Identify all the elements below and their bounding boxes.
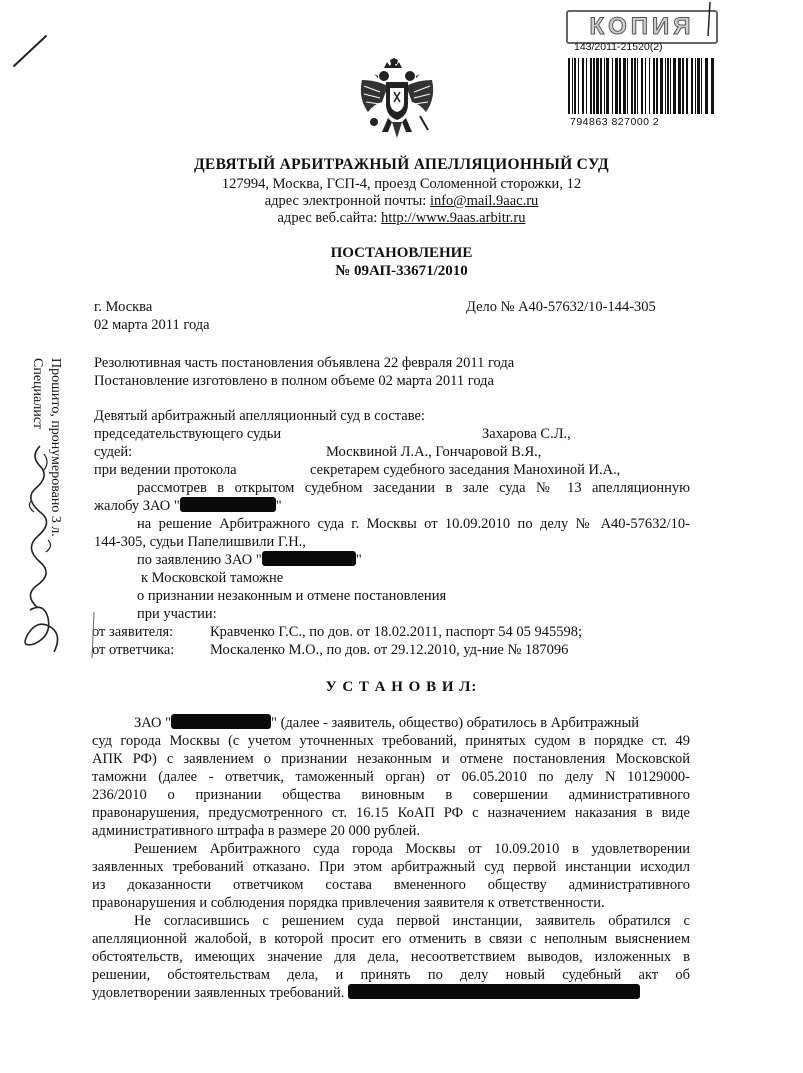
barcode-case-ref: 143/2011-21520(2) xyxy=(574,41,663,53)
barcode-bar xyxy=(582,58,584,114)
city: г. Москва xyxy=(94,299,153,315)
court-email-line xyxy=(0,192,803,210)
case-line-5: по заявлению ЗАО " " xyxy=(137,552,362,568)
barcode-bar xyxy=(593,58,595,114)
barcode-bar xyxy=(673,58,676,114)
barcode-bar xyxy=(649,58,650,114)
email-link[interactable]: info@mail.9aac.ru xyxy=(429,193,539,209)
barcode-number: 794863 827000 2 xyxy=(570,116,660,128)
barcode-bar xyxy=(697,58,700,114)
barcode-bar xyxy=(612,58,613,114)
barcode-bar xyxy=(653,58,655,114)
barcode-bar xyxy=(695,58,696,114)
court-name: ДЕВЯТЫЙ АРБИТРАЖНЫЙ АПЕЛЛЯЦИОННЫЙ СУД xyxy=(193,156,610,173)
barcode-bar xyxy=(586,58,587,114)
barcode-bar xyxy=(619,58,621,114)
site-link[interactable]: http://www.9aas.arbitr.ru xyxy=(381,210,526,226)
margin-note-specialist: Специалист xyxy=(30,358,45,430)
body-line-3: АПК РФ) с заявлением о признании незаконным и отмене постановления Московской xyxy=(92,751,690,767)
barcode-bar xyxy=(670,58,671,114)
participant-label-2: от ответчика: xyxy=(92,642,175,658)
announce-line-1: Резолютивная часть постановления объявлена 22 февраля 2011 года xyxy=(94,355,515,371)
barcode xyxy=(568,58,718,116)
case-line-6: к Московской таможне xyxy=(141,570,284,586)
redacted-text xyxy=(348,984,640,999)
court-address: 127994, Москва, ГСП-4, проезд Соломенной сторожки, 12 xyxy=(221,176,582,192)
body-line-9: заявленных требований отказано. При этом арбитражный суд первой инстанции исходил xyxy=(92,859,690,875)
barcode-bar xyxy=(667,58,669,114)
body-line-8: Решением Арбитражного суда города Москвы от 10.09.2010 в удовлетворении xyxy=(134,841,690,857)
body-line-12: Не согласившись с решением суда первой инстанции, заявитель обратился с xyxy=(134,913,690,929)
redacted-company-name xyxy=(262,551,356,566)
barcode-bar xyxy=(572,58,573,114)
body-line-6: правонарушения, предусмотренного ст. 16.15 КоАП РФ с назначением наказания в виде xyxy=(92,805,690,821)
case-line-7: о признании незаконным и отмене постановления xyxy=(137,588,447,604)
barcode-bar xyxy=(631,58,633,114)
participant-label-1: от заявителя: xyxy=(92,624,174,640)
barcode-bar xyxy=(678,58,681,114)
body-line-4: таможни (далее - ответчик, таможенный орган) от 06.05.2010 по делу N 10129000- xyxy=(92,769,690,785)
barcode-bar xyxy=(637,58,638,114)
body-line-14: обстоятельств, имеющих значение для дела, несоответствием выводов, изложенных в xyxy=(92,949,690,965)
body-line-15: решении, обстоятельствам дела, и принять по делу новый судебный акт об xyxy=(92,967,690,983)
site-label: адрес веб.сайта: xyxy=(277,210,382,226)
email-label: адрес электронной почты: xyxy=(264,193,430,209)
case-number: Дело № А40-57632/10-144-305 xyxy=(466,299,656,315)
barcode-bar xyxy=(701,58,702,114)
barcode-bar xyxy=(627,58,628,114)
presiding-label: председательствующего судьи xyxy=(94,426,282,442)
redacted-company-name xyxy=(171,714,271,729)
body-line-1: ЗАО " " (далее - заявитель, общество) обратилось в Арбитражный xyxy=(134,715,640,731)
case-line-8: при участии: xyxy=(137,606,217,622)
body-line-10: из доказанности ответчиком состава вмененного обществу административного xyxy=(92,877,690,893)
barcode-bar xyxy=(686,58,688,114)
presiding-name: Захарова С.Л., xyxy=(482,426,571,442)
stamp-pen-mark xyxy=(700,0,720,40)
judges-names: Москвиной Л.А., Гончаровой В.Я., xyxy=(326,444,542,460)
pen-stroke-mark xyxy=(10,30,50,70)
barcode-bar xyxy=(691,58,693,114)
barcode-bar xyxy=(645,58,646,114)
panel-intro: Девятый арбитражный апелляционный суд в составе: xyxy=(94,408,425,424)
barcode-bar xyxy=(578,58,579,114)
barcode-bar xyxy=(705,58,708,114)
coat-of-arms-emblem xyxy=(354,58,440,142)
copy-stamp: КОПИЯ xyxy=(566,10,718,44)
barcode-bar xyxy=(682,58,684,114)
barcode-bar xyxy=(660,58,663,114)
judges-label: судей: xyxy=(94,444,133,460)
body-line-7: административного штрафа в размере 20 000 рублей. xyxy=(92,823,421,839)
body-line-16: удовлетворении заявленных требований. xyxy=(92,984,640,1002)
barcode-bar xyxy=(590,58,592,114)
case-line-1: рассмотрев в открытом судебном заседании в зале суда № 13 апелляционную xyxy=(137,480,690,496)
case-line-3: на решение Арбитражного суда г. Москвы от 10.09.2010 по делу № А40-57632/10- xyxy=(137,516,690,532)
participant-value-2: Москаленко М.О., по дов. от 29.12.2010, уд-ние № 187096 xyxy=(210,642,569,658)
barcode-bar xyxy=(574,58,576,114)
court-site-line xyxy=(0,209,803,227)
announce-line-2: Постановление изготовлено в полном объеме 02 марта 2011 года xyxy=(94,373,494,389)
case-line-4: 144-305, судьи Папелишвили Г.Н., xyxy=(94,534,306,550)
barcode-bar xyxy=(656,58,658,114)
barcode-bar xyxy=(600,58,602,114)
protocol-value: секретарем судебного заседания Манохиной И.А., xyxy=(310,462,621,478)
barcode-bar xyxy=(665,58,666,114)
barcode-bar xyxy=(641,58,643,114)
body-line-2: суд города Москвы (с учетом уточненных требований, принятых судом в порядке ст. 49 xyxy=(92,733,690,749)
redacted-company-name xyxy=(180,497,276,512)
margin-note-stitched: Прошито, пронумеровано 3 л. xyxy=(48,358,63,537)
barcode-bar xyxy=(711,58,714,114)
margin-bracket xyxy=(88,610,98,660)
body-line-13: апелляционной жалобой, в которой просит его отменить в связи с неполным выяснением xyxy=(92,931,690,947)
barcode-bar xyxy=(604,58,605,114)
established-heading: У С Т А Н О В И Л: xyxy=(325,679,478,695)
participant-value-1: Кравченко Г.С., по дов. от 18.02.2011, паспорт 54 05 945598; xyxy=(210,624,583,640)
document-number: № 09АП-33671/2010 xyxy=(335,263,468,279)
document-date: 02 марта 2011 года xyxy=(94,317,210,333)
barcode-bar xyxy=(615,58,618,114)
body-line-11: правонарушения и соблюдения порядка привлечения заявителя к ответственности. xyxy=(92,895,605,911)
case-line-2: жалобу ЗАО " " xyxy=(94,498,282,514)
barcode-bar xyxy=(634,58,636,114)
handwritten-signature xyxy=(10,440,70,670)
barcode-bar xyxy=(623,58,626,114)
barcode-bar xyxy=(568,58,570,114)
barcode-bar xyxy=(606,58,609,114)
document-title: ПОСТАНОВЛЕНИЕ xyxy=(330,245,473,261)
protocol-label: при ведении протокола xyxy=(94,462,237,478)
body-line-5: 236/2010 о признании общества виновным в совершении административного xyxy=(92,787,690,803)
barcode-bar xyxy=(596,58,599,114)
